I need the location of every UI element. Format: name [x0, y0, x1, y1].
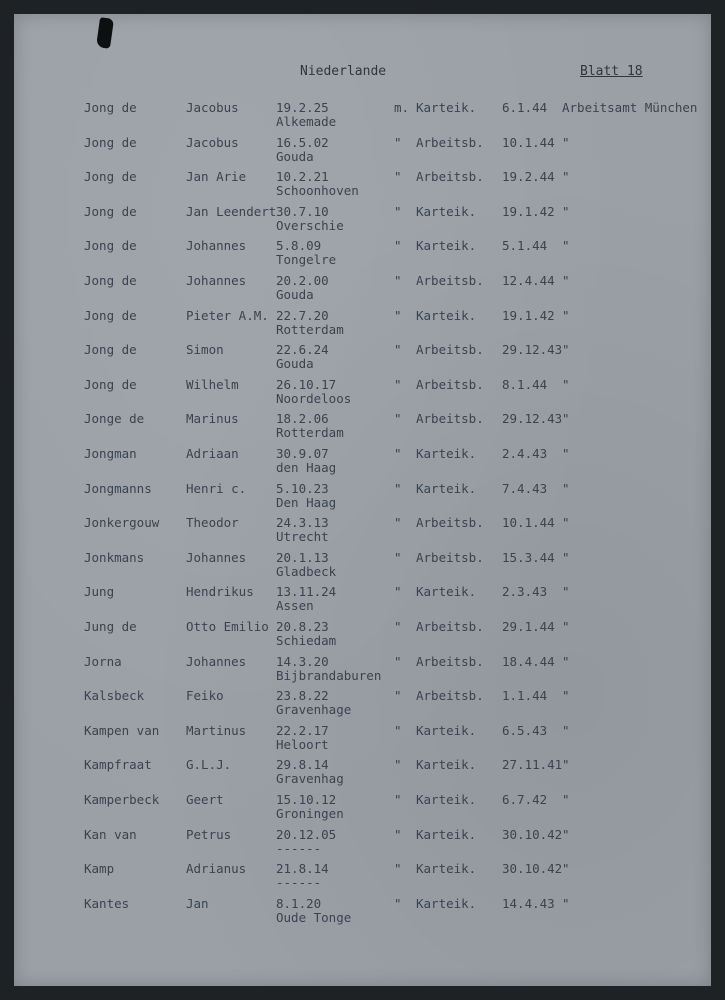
document-date: 12.4.44	[502, 273, 555, 288]
document-date: 19.1.42	[502, 307, 555, 323]
document-type: Karteik.	[416, 203, 477, 219]
sex: "	[394, 895, 402, 911]
surname: Jong de	[84, 134, 137, 150]
first-name: Adriaan	[186, 446, 239, 461]
birth-date: 13.11.24	[276, 584, 337, 600]
sex: "	[394, 411, 402, 427]
document-type: Karteik.	[416, 446, 477, 461]
sex: "	[394, 619, 402, 634]
birth-place: Den Haag	[276, 494, 337, 510]
first-name: Jacobus	[186, 100, 239, 115]
document-date: 14.4.43	[502, 895, 555, 911]
surname: Jorna	[84, 653, 122, 669]
document-date: 18.4.44	[502, 653, 555, 669]
birth-date: 15.10.12	[276, 792, 337, 807]
table-row	[14, 688, 711, 722]
birth-place: Gouda	[276, 287, 314, 302]
document-type: Karteik.	[416, 895, 477, 911]
office: "	[562, 376, 570, 392]
surname: Kamp	[84, 861, 115, 877]
table-row	[14, 619, 711, 653]
table-row	[14, 792, 711, 826]
document-type: Karteik.	[416, 100, 477, 115]
birth-date: 20.8.23	[276, 619, 329, 634]
sex: "	[394, 376, 402, 392]
office: "	[562, 861, 570, 877]
table-row	[14, 238, 711, 272]
document-date: 29.12.43	[502, 342, 563, 358]
first-name: Johannes	[186, 653, 247, 669]
sex: "	[394, 688, 402, 704]
table-row	[14, 273, 711, 307]
first-name: Johannes	[186, 238, 247, 254]
birth-place: Rotterdam	[276, 425, 344, 441]
sex: "	[394, 203, 402, 219]
office: "	[562, 653, 570, 669]
document-date: 15.3.44	[502, 549, 555, 565]
table-row	[14, 377, 711, 411]
table-row	[14, 169, 711, 203]
sex: "	[394, 134, 402, 150]
birth-place: ------	[276, 875, 322, 891]
sex: "	[394, 584, 402, 600]
document-type: Karteik.	[416, 861, 477, 877]
document-date: 7.4.43	[502, 480, 548, 496]
table-row	[14, 654, 711, 688]
surname: Kamperbeck	[84, 792, 160, 807]
office: Arbeitsamt München	[562, 100, 698, 115]
document-type: Karteik.	[416, 722, 477, 738]
sex: "	[394, 515, 402, 531]
surname: Kantes	[84, 895, 130, 911]
birth-place: Alkemade	[276, 114, 337, 129]
page-title: Niederlande	[300, 64, 387, 79]
document-type: Arbeitsb.	[416, 134, 484, 150]
birth-date: 20.12.05	[276, 826, 337, 842]
document-date: 2.4.43	[502, 446, 548, 461]
document-type: Arbeitsb.	[416, 688, 484, 704]
surname: Jong de	[84, 203, 137, 219]
document-date: 6.7.42	[502, 792, 548, 807]
sex: "	[394, 307, 402, 323]
sex: "	[394, 861, 402, 877]
birth-place: Assen	[276, 598, 314, 614]
birth-place: Utrecht	[276, 529, 329, 545]
office: "	[562, 134, 570, 150]
document-date: 29.12.43	[502, 411, 563, 427]
document-type: Arbeitsb.	[416, 619, 484, 634]
table-row	[14, 308, 711, 342]
document-date: 10.1.44	[502, 515, 555, 531]
birth-date: 24.3.13	[276, 515, 329, 531]
table-row	[14, 723, 711, 757]
document-date: 6.5.43	[502, 722, 548, 738]
table-row	[14, 411, 711, 445]
birth-place: Oude Tonge	[276, 909, 352, 925]
surname: Jong de	[84, 307, 137, 323]
document-type: Karteik.	[416, 792, 477, 807]
birth-place: Gravenhag	[276, 771, 344, 787]
office: "	[562, 688, 570, 704]
birth-date: 22.6.24	[276, 342, 329, 358]
birth-date: 14.3.20	[276, 653, 329, 669]
birth-place: ------	[276, 840, 322, 856]
birth-place: Gouda	[276, 356, 314, 372]
sex: "	[394, 792, 402, 807]
birth-place: Overschie	[276, 217, 344, 233]
office: "	[562, 203, 570, 219]
table-row	[14, 100, 711, 134]
sheet-number: Blatt 18	[580, 64, 643, 79]
office: "	[562, 307, 570, 323]
sex: m.	[394, 100, 410, 115]
first-name: Marinus	[186, 411, 239, 427]
sex: "	[394, 722, 402, 738]
birth-place: Tongelre	[276, 252, 337, 268]
office: "	[562, 480, 570, 496]
table-row	[14, 481, 711, 515]
first-name: Geert	[186, 792, 224, 807]
birth-date: 22.7.20	[276, 307, 329, 323]
first-name: G.L.J.	[186, 757, 232, 773]
sex: "	[394, 342, 402, 358]
first-name: Hendrikus	[186, 584, 254, 600]
birth-place: Gouda	[276, 148, 314, 164]
surname: Jong de	[84, 376, 137, 392]
document-type: Arbeitsb.	[416, 376, 484, 392]
table-row	[14, 896, 711, 930]
birth-date: 5.10.23	[276, 480, 329, 496]
office: "	[562, 722, 570, 738]
first-name: Johannes	[186, 273, 247, 288]
birth-date: 18.2.06	[276, 411, 329, 427]
table-row	[14, 757, 711, 791]
surname: Kan van	[84, 826, 137, 842]
document-type: Karteik.	[416, 757, 477, 773]
office: "	[562, 619, 570, 634]
birth-date: 16.5.02	[276, 134, 329, 150]
first-name: Jan	[186, 895, 209, 911]
office: "	[562, 549, 570, 565]
surname: Jong de	[84, 169, 137, 185]
table-row	[14, 550, 711, 584]
surname: Jong de	[84, 342, 137, 358]
first-name: Simon	[186, 342, 224, 358]
surname: Kampfraat	[84, 757, 152, 773]
surname: Jung	[84, 584, 115, 600]
first-name: Otto Emilio	[186, 619, 269, 634]
office: "	[562, 238, 570, 254]
first-name: Adrianus	[186, 861, 247, 877]
birth-date: 19.2.25	[276, 100, 329, 115]
sex: "	[394, 169, 402, 185]
document-date: 6.1.44	[502, 100, 548, 115]
document-date: 19.2.44	[502, 169, 555, 185]
birth-date: 8.1.20	[276, 895, 322, 911]
birth-date: 26.10.17	[276, 376, 337, 392]
office: "	[562, 342, 570, 358]
office: "	[562, 826, 570, 842]
sex: "	[394, 480, 402, 496]
birth-date: 5.8.09	[276, 238, 322, 254]
office: "	[562, 515, 570, 531]
office: "	[562, 273, 570, 288]
document-type: Arbeitsb.	[416, 169, 484, 185]
first-name: Theodor	[186, 515, 239, 531]
document-type: Arbeitsb.	[416, 653, 484, 669]
surname: Jonkmans	[84, 549, 145, 565]
document-type: Arbeitsb.	[416, 342, 484, 358]
surname: Jong de	[84, 100, 137, 115]
first-name: Feiko	[186, 688, 224, 704]
sex: "	[394, 757, 402, 773]
document-type: Karteik.	[416, 307, 477, 323]
sex: "	[394, 826, 402, 842]
birth-place: Schiedam	[276, 633, 337, 648]
surname: Jong de	[84, 273, 137, 288]
document-type: Arbeitsb.	[416, 411, 484, 427]
table-row	[14, 446, 711, 480]
table-row	[14, 342, 711, 376]
birth-date: 22.2.17	[276, 722, 329, 738]
sex: "	[394, 238, 402, 254]
document-page	[14, 14, 711, 986]
first-name: Jan Leendert	[186, 203, 277, 219]
surname: Jonkergouw	[84, 515, 160, 531]
pin-mark	[96, 17, 114, 49]
document-date: 8.1.44	[502, 376, 548, 392]
document-date: 10.1.44	[502, 134, 555, 150]
office: "	[562, 584, 570, 600]
office: "	[562, 792, 570, 807]
birth-place: den Haag	[276, 460, 337, 475]
birth-place: Gravenhage	[276, 702, 352, 718]
birth-place: Bijbrandaburen	[276, 667, 382, 683]
document-type: Arbeitsb.	[416, 515, 484, 531]
surname: Kampen van	[84, 722, 160, 738]
first-name: Jan Arie	[186, 169, 247, 185]
surname: Jung de	[84, 619, 137, 634]
surname: Kalsbeck	[84, 688, 145, 704]
birth-date: 20.2.00	[276, 273, 329, 288]
document-date: 19.1.42	[502, 203, 555, 219]
birth-place: Schoonhoven	[276, 183, 359, 199]
sex: "	[394, 549, 402, 565]
surname: Jong de	[84, 238, 137, 254]
document-type: Arbeitsb.	[416, 549, 484, 565]
first-name: Johannes	[186, 549, 247, 565]
birth-place: Groningen	[276, 806, 344, 821]
birth-date: 10.2.21	[276, 169, 329, 185]
first-name: Pieter A.M.	[186, 307, 269, 323]
table-row	[14, 515, 711, 549]
birth-date: 23.8.22	[276, 688, 329, 704]
office: "	[562, 446, 570, 461]
document-date: 27.11.41	[502, 757, 563, 773]
birth-place: Gladbeck	[276, 563, 337, 579]
surname: Jongmanns	[84, 480, 152, 496]
document-type: Karteik.	[416, 238, 477, 254]
birth-date: 20.1.13	[276, 549, 329, 565]
birth-date: 29.8.14	[276, 757, 329, 773]
office: "	[562, 757, 570, 773]
document-date: 5.1.44	[502, 238, 548, 254]
sex: "	[394, 653, 402, 669]
document-date: 29.1.44	[502, 619, 555, 634]
surname: Jonge de	[84, 411, 145, 427]
surname: Jongman	[84, 446, 137, 461]
document-date: 1.1.44	[502, 688, 548, 704]
sex: "	[394, 273, 402, 288]
document-date: 2.3.43	[502, 584, 548, 600]
table-row	[14, 584, 711, 618]
first-name: Henri c.	[186, 480, 247, 496]
sex: "	[394, 446, 402, 461]
first-name: Jacobus	[186, 134, 239, 150]
document-type: Arbeitsb.	[416, 273, 484, 288]
document-type: Karteik.	[416, 584, 477, 600]
first-name: Wilhelm	[186, 376, 239, 392]
first-name: Martinus	[186, 722, 247, 738]
office: "	[562, 169, 570, 185]
document-type: Karteik.	[416, 826, 477, 842]
table-row	[14, 135, 711, 169]
table-row	[14, 827, 711, 861]
office: "	[562, 411, 570, 427]
table-row	[14, 204, 711, 238]
birth-place: Rotterdam	[276, 321, 344, 337]
office: "	[562, 895, 570, 911]
birth-place: Noordeloos	[276, 390, 352, 406]
birth-place: Heloort	[276, 736, 329, 752]
document-date: 30.10.42	[502, 826, 563, 842]
document-date: 30.10.42	[502, 861, 563, 877]
birth-date: 30.9.07	[276, 446, 329, 461]
birth-date: 30.7.10	[276, 203, 329, 219]
first-name: Petrus	[186, 826, 232, 842]
birth-date: 21.8.14	[276, 861, 329, 877]
table-row	[14, 861, 711, 895]
document-type: Karteik.	[416, 480, 477, 496]
